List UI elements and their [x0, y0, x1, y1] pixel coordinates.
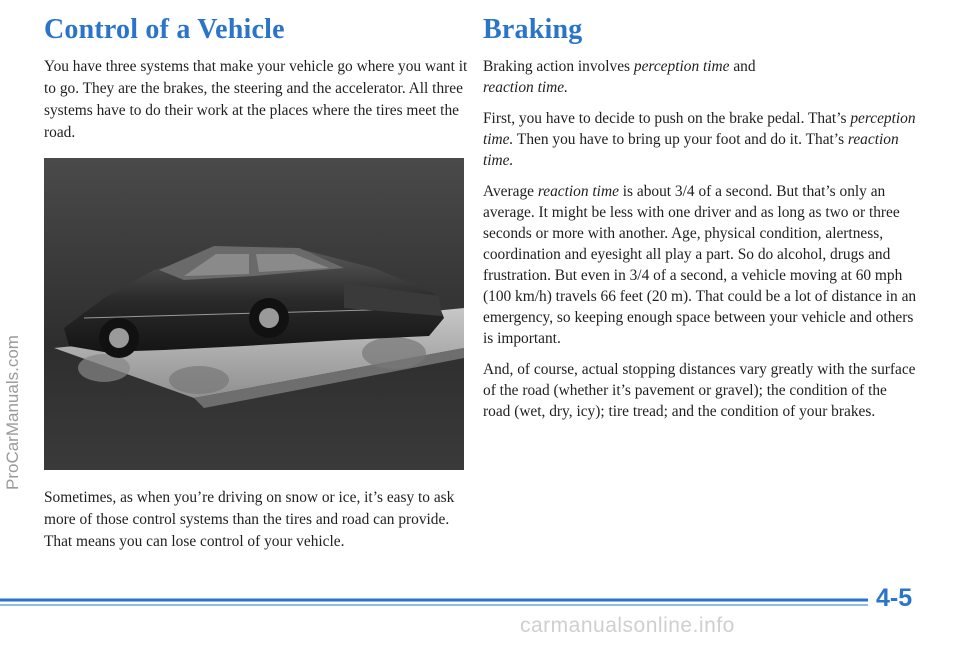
left-column [44, 14, 469, 154]
right-column [483, 14, 918, 432]
watermark-left [2, 160, 24, 490]
page-number: 4-5 [876, 584, 913, 612]
car-illustration [44, 158, 464, 470]
braking-paragraph-1: Braking action involves perception time and reaction time. [483, 58, 756, 96]
section-title-control: Control of a Vehicle [44, 14, 285, 45]
braking-paragraph-3: Average reaction time is about 3/4 of a second. But that’s only an average. It might be less with one driver and as long as two or three seconds or more with another. Age, physical condition, alertness, coordination and eyesight all play a part. So do alcohol, drugs and frustration. But even in 3/4 of a second, a vehicle moving at 60 mph (100 km/h) travels 66 feet (20 m). That could be a lot of distance in an emergency, so keeping enough space between your vehicle and others is important. [483, 183, 917, 347]
left-bottom-text [44, 487, 469, 563]
intro-paragraph: You have three systems that make your vehicle go where you want it to go. They are the brakes, the steering and the accelerator. All three systems have to do their work at the places where the tires meet the road. [44, 58, 468, 141]
svg-text:ProCarManuals.com: ProCarManuals.com [3, 335, 22, 490]
section-title-braking: Braking [483, 14, 583, 45]
page-footer-rule [0, 586, 960, 606]
watermark-bottom: carmanualsonline.info [520, 614, 735, 637]
braking-paragraph-4: And, of course, actual stopping distances vary greatly with the surface of the road (whether it’s pavement or gravel); the condition of the road (wet, dry, icy); tire tread; and the condition of your brakes. [483, 361, 916, 420]
car-on-platform-image [44, 158, 464, 470]
braking-paragraph-2: First, you have to decide to push on the brake pedal. That’s perception time. Then you have to bring up your foot and do it. That’s reaction time. [483, 110, 916, 169]
control-warning-paragraph: Sometimes, as when you’re driving on snow or ice, it’s easy to ask more of those control systems than the tires and road can provide. That means you can lose control of your vehicle. [44, 489, 455, 550]
